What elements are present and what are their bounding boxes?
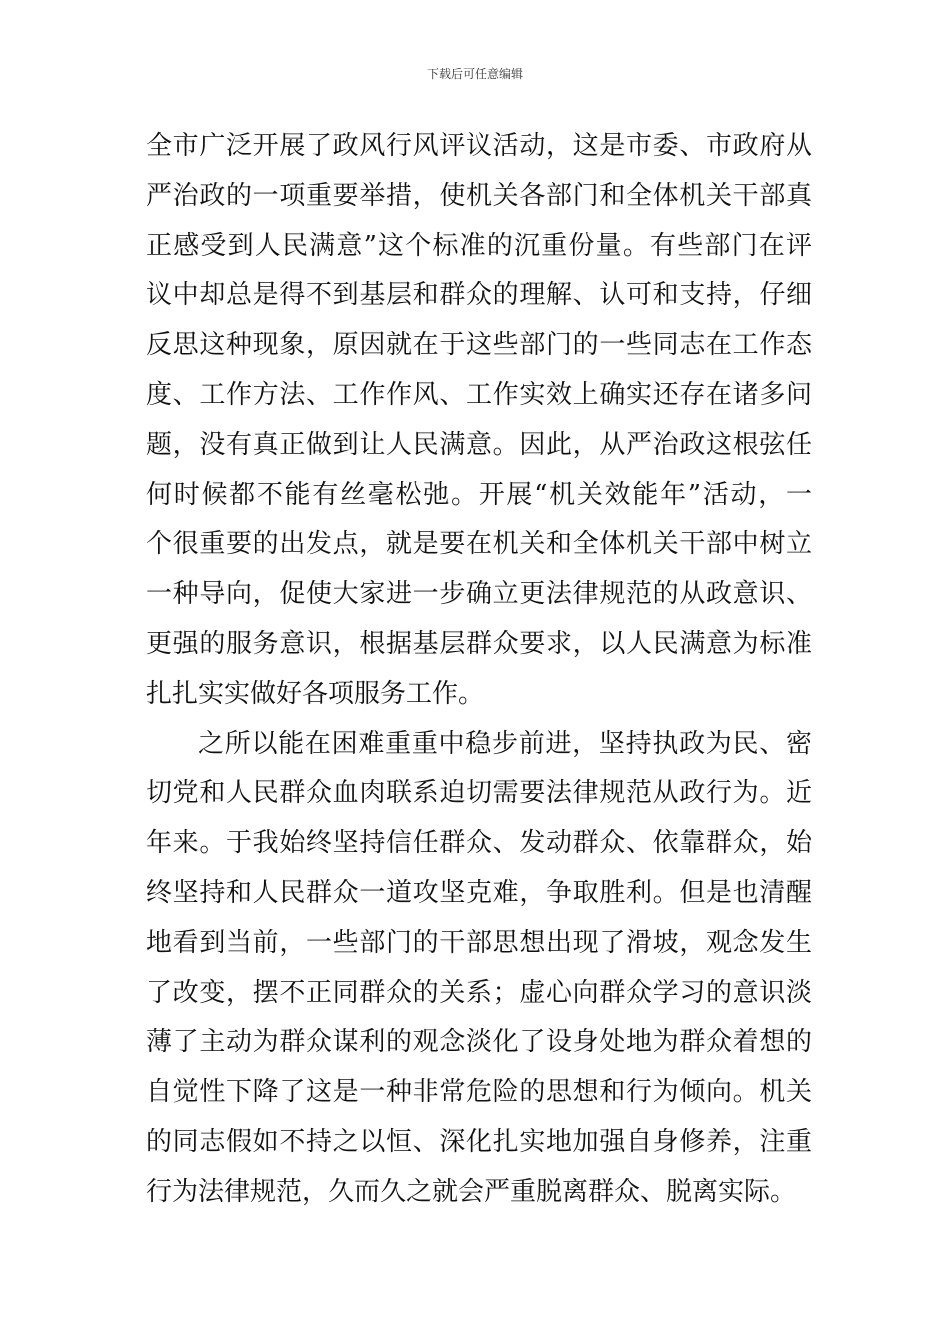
paragraph-line: 一种导向，促使大家进一步确立更法律规范的从政意识、 — [146, 579, 812, 610]
paragraph-line: 全市广泛开展了政风行风评议活动，这是市委、市政府从 — [146, 131, 812, 161]
paragraph-line: 度、工作方法、工作作风、工作实效上确实还存在诸多问 — [146, 379, 812, 410]
paragraph-1 — [146, 122, 812, 720]
paragraph-line: 严治政的一项重要举措，使机关各部门和全体机关干部真 — [146, 180, 812, 211]
paragraph-line: 年来。于我始终坚持信任群众、发动群众、依靠群众，始 — [146, 828, 812, 859]
paragraph-line: 自觉性下降了这是一种非常危险的思想和行为倾向。机关 — [146, 1077, 812, 1108]
paragraph-line: 议中却总是得不到基层和群众的理解、认可和支持，仔细 — [146, 280, 812, 311]
document-body — [146, 122, 812, 1218]
paragraph-line: 之所以能在困难重重中稳步前进，坚持执政为民、密 — [198, 728, 812, 759]
paragraph-line: 切党和人民群众血肉联系迫切需要法律规范从政行为。近 — [146, 778, 812, 809]
paragraph-2 — [146, 720, 812, 1218]
paragraph-line: 薄了主动为群众谋利的观念淡化了设身处地为群众着想的 — [146, 1027, 812, 1058]
paragraph-line: 更强的服务意识，根据基层群众要求，以人民满意为标准 — [146, 628, 812, 659]
paragraph-line: 了改变，摆不正同群众的关系；虚心向群众学习的意识淡 — [146, 977, 812, 1008]
paragraph-line: 行为法律规范，久而久之就会严重脱离群众、脱离实际。 — [146, 1176, 797, 1207]
paragraph-line: 何时候都不能有丝毫松弛。开展“机关效能年”活动，一 — [146, 479, 812, 510]
paragraph-line: 终坚持和人民群众一道攻坚克难，争取胜利。但是也清醒 — [146, 877, 812, 908]
paragraph-line: 题，没有真正做到让人民满意。因此，从严治政这根弦任 — [146, 429, 812, 460]
paragraph-line: 地看到当前，一些部门的干部思想出现了滑坡，观念发生 — [146, 927, 812, 958]
paragraph-line: 反思这种现象，原因就在于这些部门的一些同志在工作态 — [146, 330, 812, 361]
paragraph-line: 正感受到人民满意”这个标准的沉重份量。有些部门在评 — [146, 230, 812, 261]
paragraph-line: 扎扎实实做好各项服务工作。 — [146, 678, 485, 709]
paragraph-line: 的同志假如不持之以恒、深化扎实地加强自身修养，注重 — [146, 1126, 812, 1157]
paragraph-line: 个很重要的出发点，就是要在机关和全体机关干部中树立 — [146, 529, 812, 560]
page-header: 下载后可任意编辑 — [426, 67, 523, 81]
